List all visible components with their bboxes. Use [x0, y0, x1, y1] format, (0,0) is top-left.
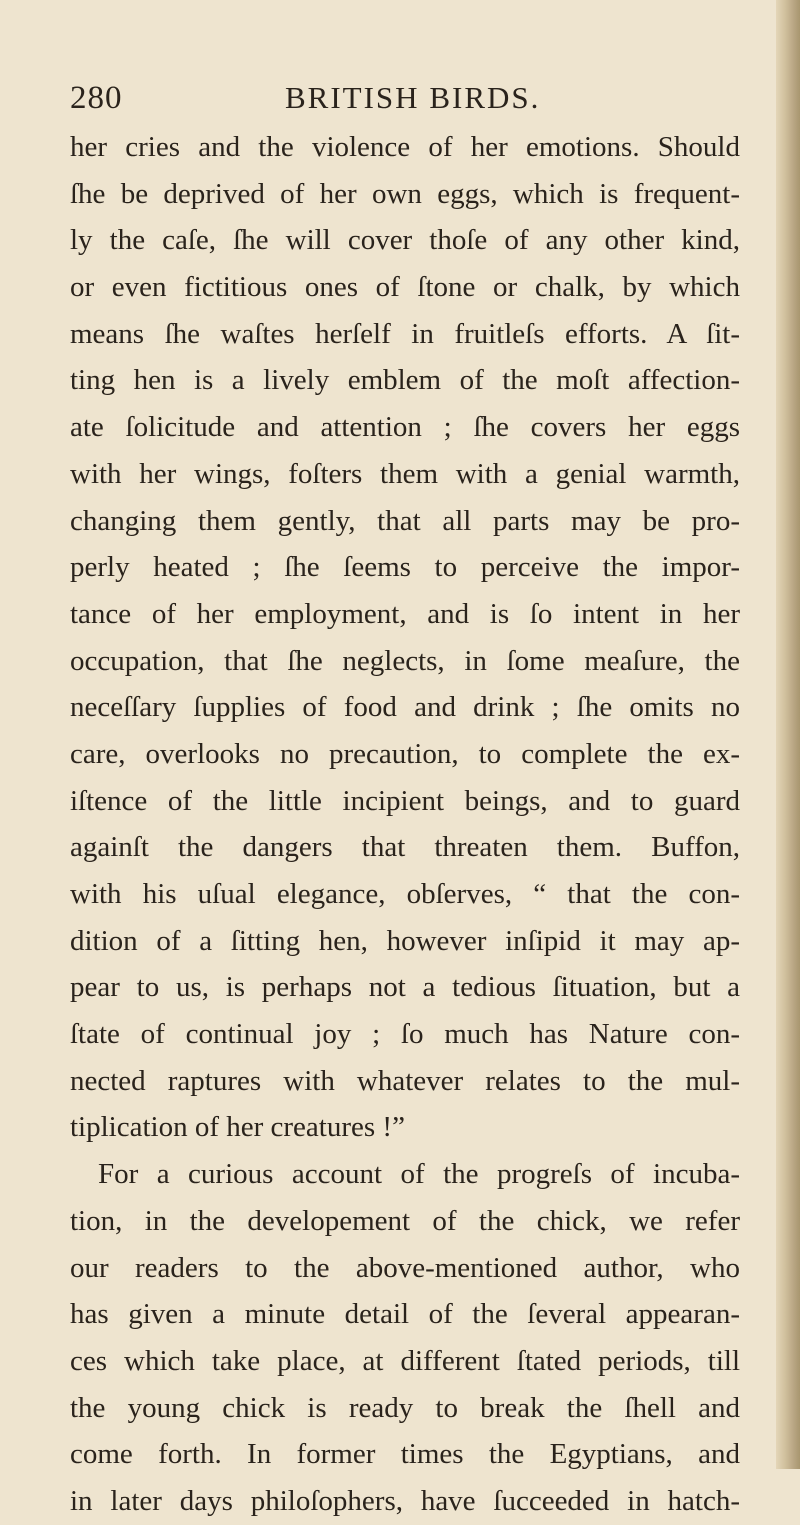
- text-line: For a curious account of the progreſs of incuba-: [98, 1158, 740, 1191]
- text-line: her cries and the violence of her emotions. Should: [70, 131, 740, 163]
- text-line: our readers to the above-mentioned author, who: [70, 1251, 740, 1284]
- page-gutter-shadow: [776, 0, 800, 1469]
- text-line: tion, in the developement of the chick, we refer: [70, 1204, 740, 1237]
- text-line: come forth. In former times the Egyptians, and: [70, 1438, 740, 1471]
- text-line: means ſhe waſtes herſelf in fruitleſs efforts. A ſit-: [70, 317, 740, 350]
- text-line: or even fictitious ones of ſtone or chalk, by which: [70, 271, 740, 304]
- page-header: [70, 78, 710, 118]
- text-line: ting hen is a lively emblem of the moſt affection-: [70, 364, 740, 397]
- text-line: againſt the dangers that threaten them. Buffon,: [70, 831, 740, 864]
- text-line: with her wings, foſters them with a genial warmth,: [70, 457, 740, 490]
- text-line: tiplication of her creatures !”: [70, 1111, 405, 1144]
- text-line: ces which take place, at different ſtated periods, till: [70, 1344, 740, 1377]
- page-number: 280: [70, 80, 123, 116]
- body-text: [70, 124, 740, 1525]
- text-line: nected raptures with whatever relates to the mul-: [70, 1064, 740, 1097]
- text-line: dition of a ſitting hen, however inſipid it may ap-: [70, 924, 740, 957]
- text-line: has given a minute detail of the ſeveral appearan-: [70, 1298, 740, 1331]
- text-line: the young chick is ready to break the ſhell and: [70, 1391, 740, 1424]
- text-line: ate ſolicitude and attention ; ſhe covers her eggs: [70, 411, 740, 444]
- text-line: occupation, that ſhe neglects, in ſome meaſure, the: [70, 644, 740, 677]
- text-line: perly heated ; ſhe ſeems to perceive the impor-: [70, 551, 740, 584]
- text-line: changing them gently, that all parts may be pro-: [70, 504, 740, 537]
- text-line: ly the caſe, ſhe will cover thoſe of any other kind,: [70, 224, 740, 257]
- text-line: in later days philoſophers, have ſucceeded in hatch-: [70, 1484, 740, 1517]
- text-line: tance of her employment, and is ſo intent in her: [70, 597, 740, 630]
- text-line: ſtate of continual joy ; ſo much has Nature con-: [70, 1018, 740, 1051]
- text-line: with his uſual elegance, obſerves, “ that the con-: [70, 878, 740, 910]
- running-title: BRITISH BIRDS.: [285, 80, 541, 115]
- text-line: pear to us, is perhaps not a tedious ſituation, but a: [70, 971, 740, 1004]
- text-line: ſhe be deprived of her own eggs, which is frequent-: [70, 177, 740, 210]
- text-line: neceſſary ſupplies of food and drink ; ſhe omits no: [70, 691, 740, 724]
- text-line: iſtence of the little incipient beings, and to guard: [70, 784, 740, 817]
- text-line: care, overlooks no precaution, to complete the ex-: [70, 737, 740, 770]
